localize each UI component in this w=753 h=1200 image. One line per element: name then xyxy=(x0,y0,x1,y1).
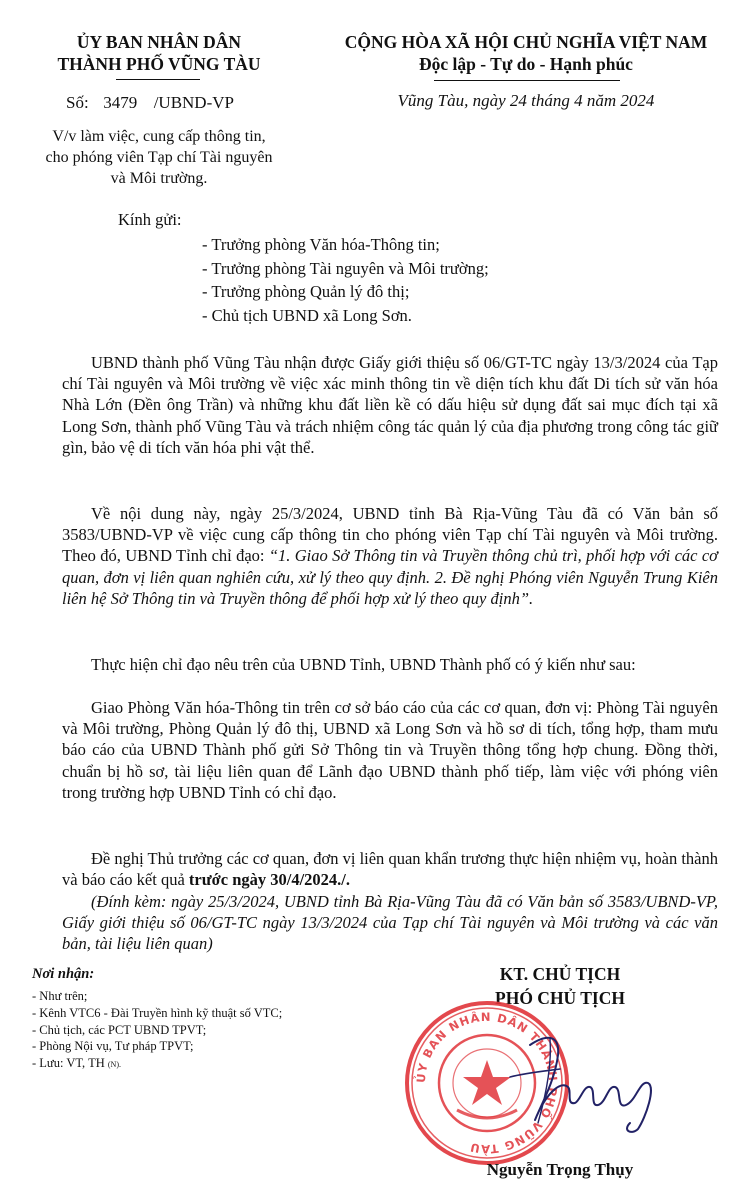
addressee-item: - Trưởng phòng Văn hóa-Thông tin; xyxy=(202,235,440,254)
national-motto: Độc lập - Tự do - Hạnh phúc xyxy=(419,54,633,74)
recipients-list xyxy=(32,988,282,1074)
recipient-initials: (N). xyxy=(107,1060,121,1070)
subject xyxy=(24,126,294,189)
doc-number xyxy=(66,93,234,113)
seal-ring-text: ỦY BAN NHÂN DÂN THÀNH PHỐ VŨNG TÀU xyxy=(413,1009,561,1157)
body-paragraph-attachments: (Đính kèm: ngày 25/3/2024, UBND tỉnh Bà Rịa-Vũng Tàu đã có Văn bản số 3583/UBND-VP, Giấy giới thiệu số 06/GT-TC ngày 13/3/2024 của Tạp chí Tài nguyên và Môi trường và các văn bản, tài liệu liên quan) xyxy=(62,892,718,954)
p5-deadline: trước ngày 30/4/2024./. xyxy=(188,870,351,890)
signer-name: Nguyễn Trọng Thụy xyxy=(486,1160,634,1179)
p2-quote: “1. Giao Sở Thông tin và Truyền thông chủ trì, phối hợp với các cơ quan, đơn vị liên quan nghiên cứu, xử lý theo quy định. 2. Đề nghị Phóng viên Nguyễn Trung Kiên liên hệ Sở Thông tin và Truyền thông để phối hợp xử lý theo quy định”. xyxy=(62,546,718,608)
recipient-item: - Chủ tịch, các PCT UBND TPVT; xyxy=(32,1022,207,1037)
recipient-item: - Lưu: VT, TH (N). xyxy=(32,1056,121,1071)
left-header-rule xyxy=(116,79,200,80)
agency-name: ỦY BAN NHÂN DÂN xyxy=(76,32,242,52)
handwritten-signature-icon xyxy=(450,1025,680,1135)
doc-number-prefix: Số: xyxy=(66,93,89,112)
p2-lead: Về nội dung này, ngày 25/3/2024, UBND tỉnh Bà Rịa-Vũng Tàu đã có Văn bản số 3583/UBND-VP về việc cung cấp thông tin cho phóng viên Tạp chí Tài nguyên và Môi trường. Theo đó, UBND Tỉnh chỉ đạo: xyxy=(62,504,718,566)
subject-line: V/v làm việc, cung cấp thông tin, xyxy=(52,128,266,145)
body-paragraph-5 xyxy=(62,848,718,890)
recipient-item: - Kênh VTC6 - Đài Truyền hình kỹ thuật số VTC; xyxy=(32,1005,283,1020)
national-title: CỘNG HÒA XÃ HỘI CHỦ NGHĨA VIỆT NAM xyxy=(344,32,708,52)
recipient-item: - Phòng Nội vụ, Tư pháp TPVT; xyxy=(32,1039,194,1054)
body-paragraph-3: Thực hiện chỉ đạo nêu trên của UBND Tỉnh, UBND Thành phố có ý kiến như sau: xyxy=(91,655,636,674)
addressee-item: - Chủ tịch UBND xã Long Sơn. xyxy=(202,305,412,325)
addressee-list xyxy=(202,233,489,327)
addressee-item: - Trưởng phòng Quản lý đô thị; xyxy=(202,282,410,301)
body-paragraph-2 xyxy=(62,503,718,609)
addressee-item: - Trưởng phòng Tài nguyên và Môi trường; xyxy=(202,258,489,278)
doc-number-value: 3479 xyxy=(103,93,138,112)
date-line: Vũng Tàu, ngày 24 tháng 4 năm 2024 xyxy=(397,91,655,110)
recipients-title: Nơi nhận: xyxy=(32,966,95,982)
right-header-rule xyxy=(434,80,620,81)
greeting: Kính gửi: xyxy=(118,210,182,229)
recipient-item: - Như trên; xyxy=(32,989,88,1003)
signature-title-1: KT. CHỦ TỊCH xyxy=(499,964,621,984)
doc-number-suffix: /UBND-VP xyxy=(153,93,234,112)
body-paragraph-1: UBND thành phố Vũng Tàu nhận được Giấy giới thiệu số 06/GT-TC ngày 13/3/2024 của Tạp chí Tài nguyên và Môi trường về việc xác minh thông tin về diện tích khu đất Di tích sử văn hóa Nhà Lớn (Đền ông Trần) và những khu đất liền kề có dấu hiệu sử dụng đất sai mục đích tại xã Long Sơn, thành phố Vũng Tàu và trách nhiệm công tác quản lý của địa phương trong công tác giữ gìn, bảo vệ di tích văn hóa phi vật thể. xyxy=(62,353,718,457)
p5-lead: Đề nghị Thủ trưởng các cơ quan, đơn vị liên quan khẩn trương thực hiện nhiệm vụ, hoàn thành và báo cáo kết quả xyxy=(62,849,718,890)
city-name: THÀNH PHỐ VŨNG TÀU xyxy=(57,54,261,74)
signature-title-2: PHÓ CHỦ TỊCH xyxy=(495,988,625,1008)
body-paragraph-4: Giao Phòng Văn hóa-Thông tin trên cơ sở báo cáo của các cơ quan, đơn vị: Phòng Tài nguyên và Môi trường, Phòng Quản lý đô thị, UBND xã Long Sơn và hồ sơ di tích, tổng hợp, tham mưu báo cáo của UBND Thành phố gửi Sở Thông tin và Truyền thông tổng hợp chung. Đồng thời, chuẩn bị hồ sơ, tài liệu liên quan để Lãnh đạo UBND thành phố tiếp, làm việc với phóng viên trong trường hợp UBND Tỉnh có chỉ đạo. xyxy=(62,698,718,802)
subject-line: và Môi trường. xyxy=(110,170,208,187)
subject-line: cho phóng viên Tạp chí Tài nguyên xyxy=(45,149,273,166)
